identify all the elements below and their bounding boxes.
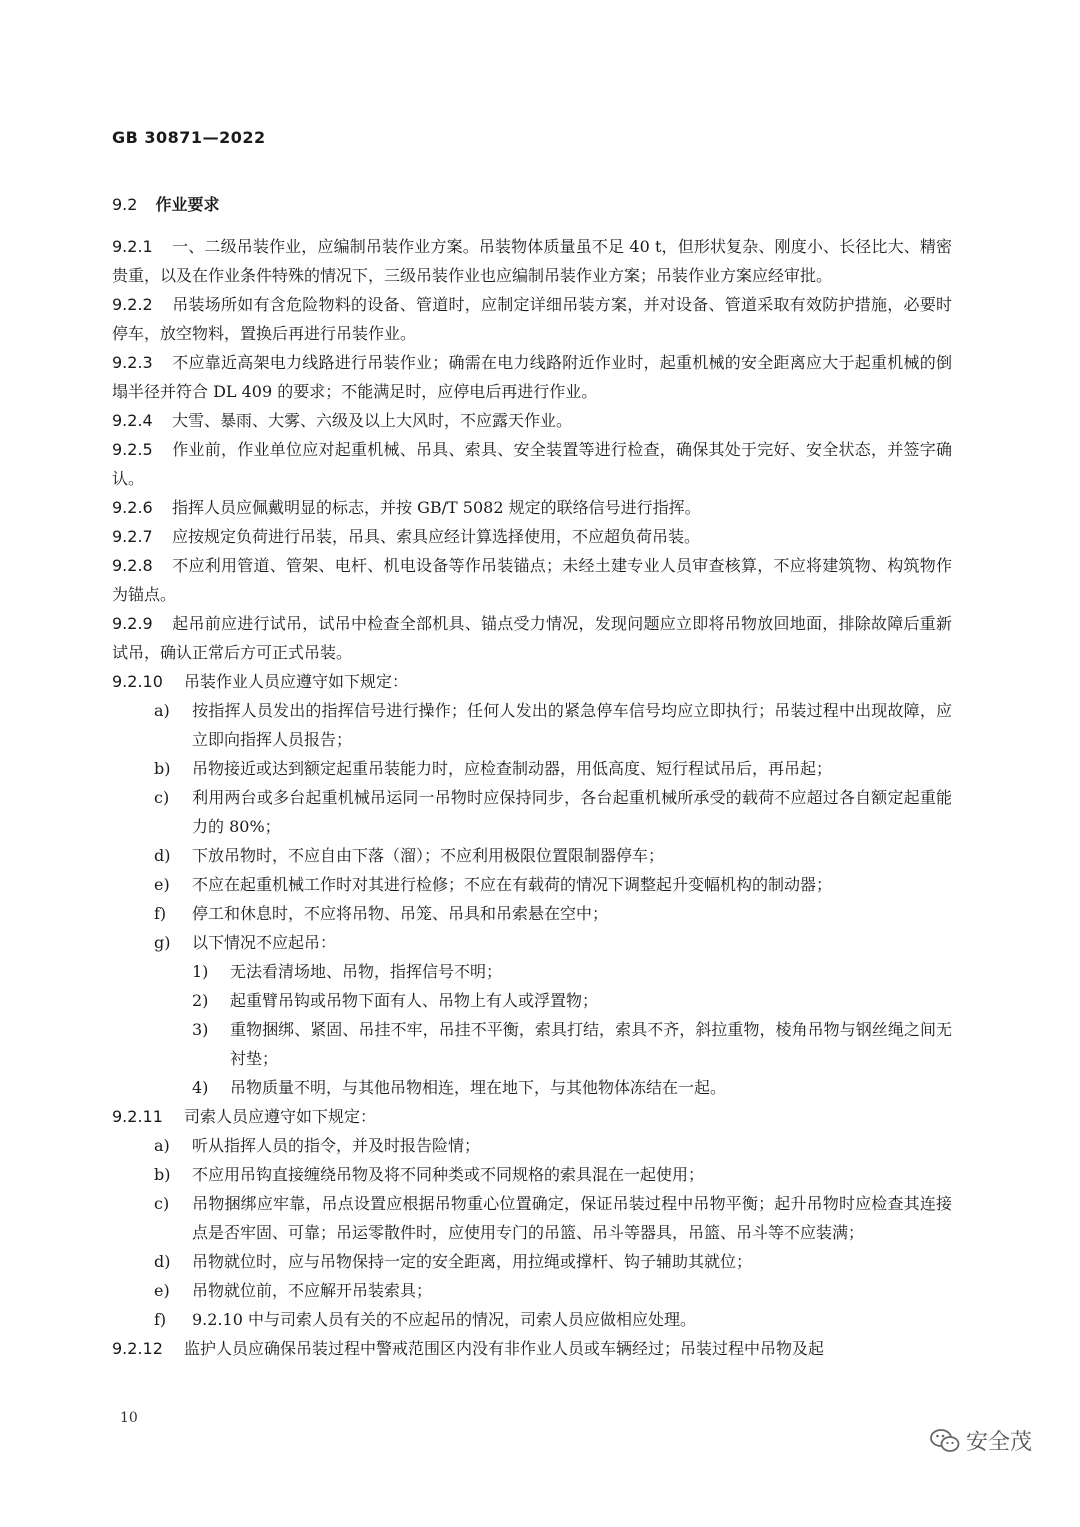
item-text: 9.2.10 中与司索人员有关的不应起吊的情况，司索人员应做相应处理。 <box>192 1310 696 1329</box>
item-text: 按指挥人员发出的指挥信号进行操作；任何人发出的紧急停车信号均应立即执行；吊装过程中出现故障，应立即向指挥人员报告； <box>192 701 952 749</box>
clause-number: 9.2.7 <box>112 527 153 546</box>
clause-number: 9.2.12 <box>112 1339 163 1358</box>
item-text: 重物捆绑、紧固、吊挂不牢，吊挂不平衡，索具打结，索具不齐，斜拉重物，棱角吊物与钢丝绳之间无衬垫； <box>230 1020 952 1068</box>
sub-list-item <box>112 957 952 986</box>
clause-text: 吊装场所如有含危险物料的设备、管道时，应制定详细吊装方案，并对设备、管道采取有效防护措施，必要时停车，放空物料，置换后再进行吊装作业。 <box>112 295 952 343</box>
list-item <box>112 1131 952 1160</box>
list-item <box>112 1305 952 1334</box>
wechat-icon <box>930 1428 960 1454</box>
item-label: a) <box>154 701 170 720</box>
clause-text: 大雪、暴雨、大雾、六级及以上大风时，不应露天作业。 <box>172 411 573 430</box>
sub-list-item <box>112 986 952 1015</box>
watermark <box>930 1425 1032 1456</box>
clause-number: 9.2.8 <box>112 556 153 575</box>
item-label: 2) <box>192 991 209 1010</box>
list-item <box>112 1160 952 1189</box>
item-label: e) <box>154 875 170 894</box>
item-text: 吊物质量不明，与其他吊物相连，埋在地下，与其他物体冻结在一起。 <box>230 1078 727 1097</box>
item-text: 吊物捆绑应牢靠，吊点设置应根据吊物重心位置确定，保证吊装过程中吊物平衡；起升吊物时应检查其连接点是否牢固、可靠；吊运零散件时，应使用专门的吊篮、吊斗等器具，吊篮、吊斗等不应装满； <box>192 1194 952 1242</box>
clause-number: 9.2.6 <box>112 498 153 517</box>
sub-list-item <box>112 1073 952 1102</box>
clause-text: 应按规定负荷进行吊装，吊具、索具应经计算选择使用，不应超负荷吊装。 <box>172 527 701 546</box>
item-label: g) <box>154 933 171 952</box>
clause-number: 9.2.9 <box>112 614 153 633</box>
item-text: 不应用吊钩直接缠绕吊物及将不同种类或不同规格的索具混在一起使用； <box>192 1165 705 1184</box>
clause-text: 吊装作业人员应遵守如下规定： <box>184 672 409 691</box>
clause-text: 起吊前应进行试吊，试吊中检查全部机具、锚点受力情况，发现问题应立即将吊物放回地面，排除故障后重新试吊，确认正常后方可正式吊装。 <box>112 614 952 662</box>
clause-text: 不应靠近高架电力线路进行吊装作业；确需在电力线路附近作业时，起重机械的安全距离应大于起重机械的倒塌半径并符合 DL 409 的要求；不能满足时，应停电后再进行作业。 <box>112 353 952 401</box>
item-label: d) <box>154 1252 171 1271</box>
list-item <box>112 754 952 783</box>
clause-number: 9.2.1 <box>112 237 153 256</box>
item-label: 1) <box>192 962 209 981</box>
item-text: 利用两台或多台起重机械吊运同一吊物时应保持同步，各台起重机械所承受的载荷不应超过各自额定起重能力的 80%； <box>192 788 952 836</box>
item-text: 吊物接近或达到额定起重吊装能力时，应检查制动器，用低高度、短行程试吊后，再吊起； <box>192 759 833 778</box>
clause-9-2-5 <box>112 435 952 493</box>
clause-number: 9.2.10 <box>112 672 163 691</box>
section-title: 作业要求 <box>155 195 220 214</box>
item-text: 下放吊物时，不应自由下落（溜）；不应利用极限位置限制器停车； <box>192 846 665 865</box>
standard-number: GB 30871—2022 <box>112 128 266 147</box>
sub-list-item <box>112 1015 952 1073</box>
clause-9-2-9 <box>112 609 952 667</box>
watermark-text: 安全茂 <box>966 1430 1033 1455</box>
clause-text: 监护人员应确保吊装过程中警戒范围区内没有非作业人员或车辆经过；吊装过程中吊物及起 <box>184 1339 825 1358</box>
section-number: 9.2 <box>112 195 138 214</box>
clause-9-2-10 <box>112 667 952 696</box>
item-text: 听从指挥人员的指令，并及时报告险情； <box>192 1136 481 1155</box>
clause-9-2-2 <box>112 290 952 348</box>
clause-9-2-6 <box>112 493 952 522</box>
item-label: c) <box>154 788 170 807</box>
item-label: f) <box>154 904 167 923</box>
item-text: 以下情况不应起吊： <box>192 933 337 952</box>
page-number: 10 <box>120 1410 138 1426</box>
clause-9-2-1 <box>112 232 952 290</box>
list-item <box>112 928 952 957</box>
clause-9-2-8 <box>112 551 952 609</box>
item-text: 起重臂吊钩或吊物下面有人、吊物上有人或浮置物； <box>230 991 599 1010</box>
item-label: f) <box>154 1310 167 1329</box>
item-label: d) <box>154 846 171 865</box>
clause-number: 9.2.5 <box>112 440 153 459</box>
item-text: 不应在起重机械工作时对其进行检修；不应在有载荷的情况下调整起升变幅机构的制动器； <box>192 875 833 894</box>
clause-number: 9.2.4 <box>112 411 153 430</box>
item-label: 3) <box>192 1020 209 1039</box>
clause-9-2-7 <box>112 522 952 551</box>
item-label: b) <box>154 1165 171 1184</box>
list-item <box>112 696 952 754</box>
item-label: e) <box>154 1281 170 1300</box>
clause-9-2-3 <box>112 348 952 406</box>
item-text: 吊物就位时，应与吊物保持一定的安全距离，用拉绳或撑杆、钩子辅助其就位； <box>192 1252 753 1271</box>
clause-text: 不应利用管道、管架、电杆、机电设备等作吊装锚点；未经土建专业人员审查核算，不应将建筑物、构筑物作为锚点。 <box>112 556 952 604</box>
clause-9-2-4 <box>112 406 952 435</box>
item-label: c) <box>154 1194 170 1213</box>
list-item <box>112 870 952 899</box>
clause-number: 9.2.3 <box>112 353 153 372</box>
item-text: 无法看清场地、吊物，指挥信号不明； <box>230 962 503 981</box>
section-heading <box>112 192 219 215</box>
list-item <box>112 899 952 928</box>
list-item <box>112 841 952 870</box>
document-body <box>112 232 952 1363</box>
item-text: 吊物就位前，不应解开吊装索具； <box>192 1281 433 1300</box>
item-label: b) <box>154 759 171 778</box>
clause-text: 一、二级吊装作业，应编制吊装作业方案。吊装物体质量虽不足 40 t，但形状复杂、刚度小、长径比大、精密贵重，以及在作业条件特殊的情况下，三级吊装作业也应编制吊装作业方案；吊装作业方案应经审批。 <box>112 237 952 285</box>
list-item <box>112 783 952 841</box>
clause-9-2-12 <box>112 1334 952 1363</box>
clause-text: 司索人员应遵守如下规定： <box>184 1107 377 1126</box>
clause-number: 9.2.11 <box>112 1107 163 1126</box>
item-label: 4) <box>192 1078 209 1097</box>
item-text: 停工和休息时，不应将吊物、吊笼、吊具和吊索悬在空中； <box>192 904 609 923</box>
list-item <box>112 1276 952 1305</box>
list-item <box>112 1247 952 1276</box>
clause-number: 9.2.2 <box>112 295 153 314</box>
clause-9-2-11 <box>112 1102 952 1131</box>
item-label: a) <box>154 1136 170 1155</box>
list-item <box>112 1189 952 1247</box>
clause-text: 指挥人员应佩戴明显的标志，并按 GB/T 5082 规定的联络信号进行指挥。 <box>172 498 701 517</box>
clause-text: 作业前，作业单位应对起重机械、吊具、索具、安全装置等进行检查，确保其处于完好、安全状态，并签字确认。 <box>112 440 952 488</box>
